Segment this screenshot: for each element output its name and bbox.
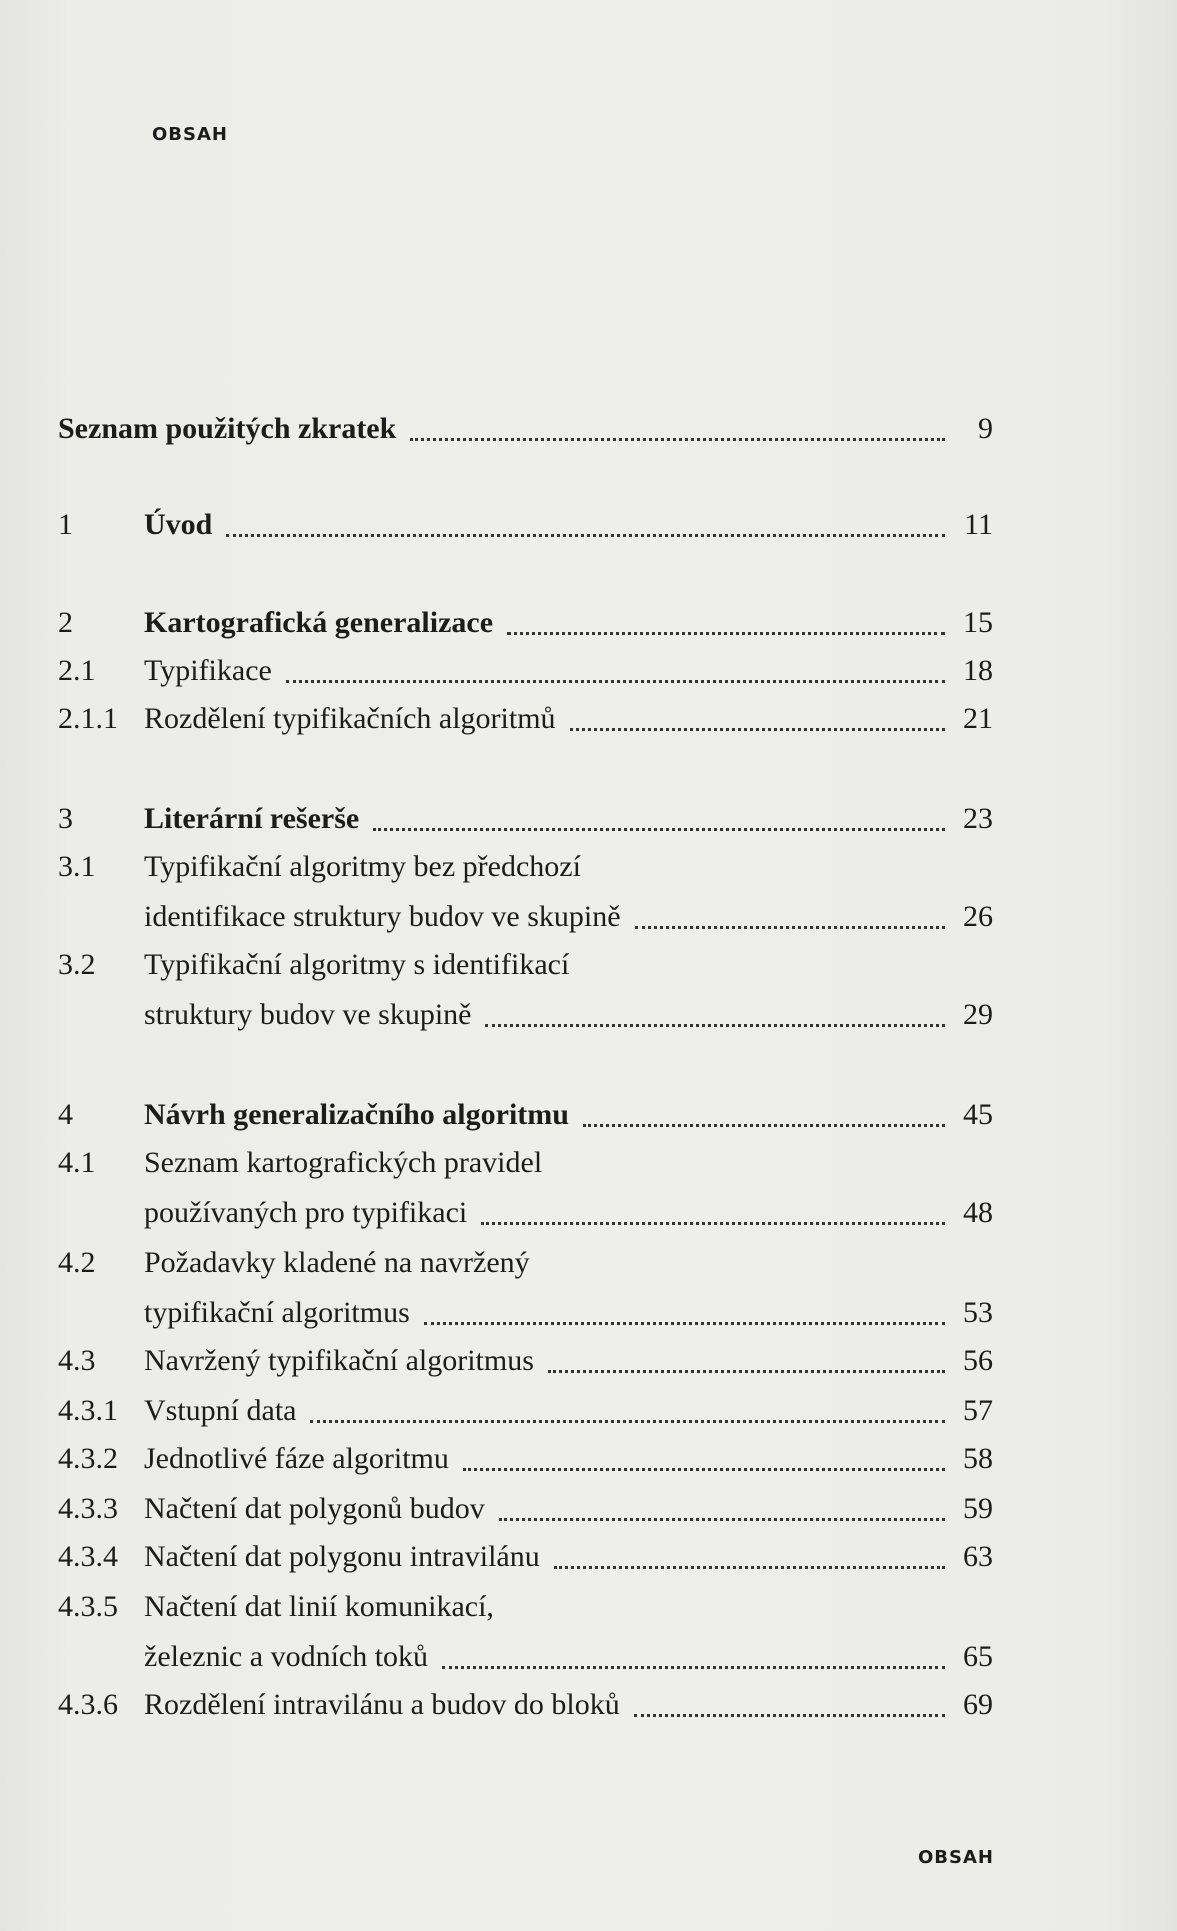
toc-entry-page: 53: [963, 1296, 993, 1329]
toc-entry: [58, 1386, 993, 1436]
toc-entry-number: 1: [58, 508, 73, 541]
toc-entry: [58, 694, 993, 744]
toc-entry: [58, 794, 993, 844]
dot-leader: [634, 1712, 945, 1717]
toc-entry-title-line1: Načtení dat linií komunikací,: [144, 1590, 494, 1623]
dot-leader: [442, 1664, 945, 1669]
dot-leader: [635, 924, 945, 929]
toc-entry-title: Načtení dat polygonu intravilánu: [144, 1540, 540, 1573]
dot-leader: [481, 1220, 945, 1225]
toc-entry: [58, 1434, 993, 1484]
toc-entry-number-line: [58, 1238, 993, 1288]
toc-entry-number: 3: [58, 802, 73, 835]
toc-entry: [58, 1188, 993, 1238]
toc-entry: [58, 1090, 993, 1140]
toc-entry-page: 9: [978, 412, 993, 445]
toc-entry-page: 69: [963, 1688, 993, 1721]
toc-entry-number: 4.3.4: [58, 1540, 118, 1573]
toc-entry-title: Vstupní data: [144, 1394, 297, 1427]
toc-entry-title: identifikace struktury budov ve skupině: [144, 900, 621, 933]
toc-entry-number-line: [58, 1138, 993, 1188]
dot-leader: [554, 1564, 945, 1569]
toc-entry-number-line: [58, 940, 993, 990]
toc-entry-number: 4.3.5: [58, 1590, 118, 1623]
dot-leader: [424, 1320, 945, 1325]
dot-leader: [226, 532, 945, 537]
toc-entry-page: 26: [963, 900, 993, 933]
dot-leader: [570, 726, 945, 731]
toc-entry-page: 45: [963, 1098, 993, 1131]
toc-entry: [58, 1288, 993, 1338]
dot-leader: [463, 1466, 945, 1471]
dot-leader: [548, 1368, 945, 1373]
toc-entry-title: Rozdělení intravilánu a budov do bloků: [144, 1688, 620, 1721]
dot-leader: [286, 678, 945, 683]
toc-entry-number: 4.1: [58, 1146, 96, 1179]
toc-entry-number: 3.2: [58, 948, 96, 981]
toc-entry: [58, 1336, 993, 1386]
toc-entry-page: 57: [963, 1394, 993, 1427]
toc-entry-title: Seznam použitých zkratek: [58, 412, 397, 445]
toc-entry-number: 4.3.3: [58, 1492, 118, 1525]
toc-entry-page: 15: [963, 606, 993, 639]
dot-leader: [583, 1122, 945, 1127]
toc-entry-title-line1: Typifikační algoritmy bez předchozí: [144, 850, 581, 883]
toc-entry: [58, 1532, 993, 1582]
toc-entry-number: 2: [58, 606, 73, 639]
toc-entry: [58, 500, 993, 550]
dot-leader: [310, 1418, 945, 1423]
toc-entry-number: 4.3.2: [58, 1442, 118, 1475]
toc-entry-number: 4.2: [58, 1246, 96, 1279]
toc-entry-title: Načtení dat polygonů budov: [144, 1492, 485, 1525]
toc-entry-title: Úvod: [144, 508, 213, 541]
toc-entry-title: železnic a vodních toků: [144, 1640, 429, 1673]
toc-entry-number-line: [58, 1582, 993, 1632]
toc-entry-title: typifikační algoritmus: [144, 1296, 410, 1329]
toc-entry-page: 23: [963, 802, 993, 835]
toc-entry-number: 4: [58, 1098, 73, 1131]
toc-entry: [58, 892, 993, 942]
toc-entry-page: 48: [963, 1196, 993, 1229]
toc-entry: [58, 646, 993, 696]
toc-entry-title-line1: Seznam kartografických pravidel: [144, 1146, 543, 1179]
dot-leader: [507, 630, 945, 635]
toc-entry-title: Návrh generalizačního algoritmu: [144, 1098, 569, 1131]
toc-entry-title: Jednotlivé fáze algoritmu: [144, 1442, 449, 1475]
toc-entry-page: 58: [963, 1442, 993, 1475]
toc-entry-number: 2.1: [58, 654, 96, 687]
toc-entry-number: 4.3.1: [58, 1394, 118, 1427]
toc-entry-page: 21: [963, 702, 993, 735]
toc-entry-title: Navržený typifikační algoritmus: [144, 1344, 534, 1377]
running-foot: OBSAH: [918, 1847, 994, 1868]
toc-entry-page: 65: [963, 1640, 993, 1673]
toc-entry: [58, 1632, 993, 1682]
dot-leader: [410, 436, 945, 441]
toc-entry-number-line: [58, 842, 993, 892]
toc-entry-title-line1: Požadavky kladené na navržený: [144, 1246, 530, 1279]
toc-entry-number: 4.3: [58, 1344, 96, 1377]
toc-entry-page: 11: [964, 508, 993, 541]
toc-entry-number: 3.1: [58, 850, 96, 883]
toc-entry-page: 59: [963, 1492, 993, 1525]
toc-entry-page: 18: [963, 654, 993, 687]
toc-entry: [58, 404, 993, 454]
toc-entry-page: 56: [963, 1344, 993, 1377]
toc-entry: [58, 1484, 993, 1534]
toc-entry-page: 29: [963, 998, 993, 1031]
toc-entry-title: Literární rešerše: [144, 802, 360, 835]
dot-leader: [485, 1022, 945, 1027]
toc-entry: [58, 1680, 993, 1730]
toc-entry-title: Rozdělení typifikačních algoritmů: [144, 702, 556, 735]
toc-entry-number: 2.1.1: [58, 702, 118, 735]
toc-entry-number: 4.3.6: [58, 1688, 118, 1721]
toc-entry: [58, 598, 993, 648]
running-head: OBSAH: [152, 124, 228, 145]
toc-entry: [58, 990, 993, 1040]
toc-entry-title: struktury budov ve skupině: [144, 998, 472, 1031]
toc-entry-title: používaných pro typifikaci: [144, 1196, 468, 1229]
dot-leader: [373, 826, 945, 831]
toc-entry-page: 63: [963, 1540, 993, 1573]
toc-entry-title: Kartografická generalizace: [144, 606, 494, 639]
dot-leader: [499, 1516, 945, 1521]
toc-entry-title-line1: Typifikační algoritmy s identifikací: [144, 948, 570, 981]
toc-entry-title: Typifikace: [144, 654, 272, 687]
